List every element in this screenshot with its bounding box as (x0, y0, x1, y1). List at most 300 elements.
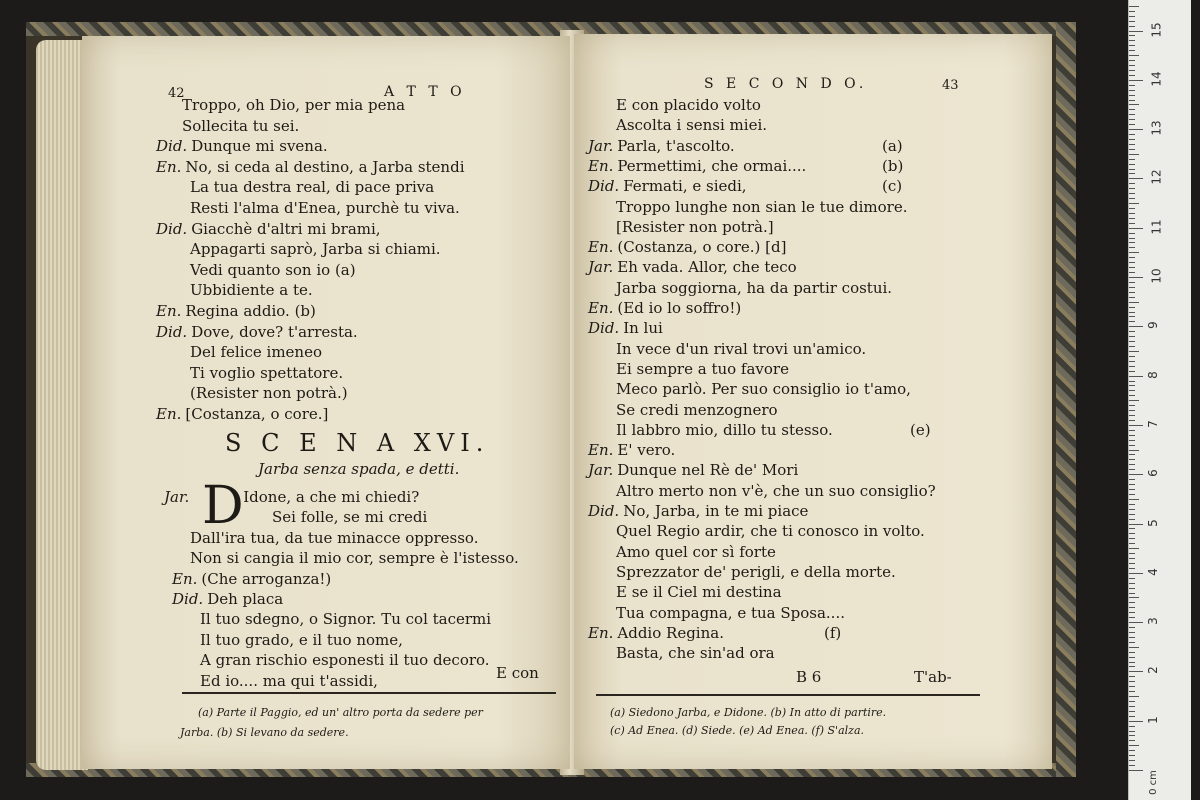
ruler-tick (1129, 213, 1135, 214)
ruler-tick (1129, 459, 1135, 460)
ruler-tick (1129, 193, 1135, 194)
verse-text: Regina addio. (b) (185, 302, 316, 320)
verse-line (616, 644, 775, 662)
verse-text: Il labbro mio, dillo tu stesso. (616, 420, 833, 439)
verse-line (190, 199, 460, 217)
ruler-tick (1129, 652, 1135, 653)
ruler-tick (1129, 35, 1135, 36)
verse-line (200, 651, 490, 669)
ruler-tick (1129, 218, 1135, 219)
catchword: T'ab- (914, 668, 952, 686)
ruler-tick (1129, 514, 1135, 515)
speaker-label: En. (156, 157, 182, 176)
ruler-tick (1129, 262, 1135, 263)
ruler-tick (1129, 735, 1135, 736)
ruler-tick (1129, 31, 1143, 32)
ruler-tick (1129, 548, 1139, 549)
verse-text: E se il Ciel mi destina (616, 583, 782, 602)
verse-line (616, 360, 789, 378)
scene-title: S C E N A XVI. (225, 429, 490, 457)
ruler-number: 6 (1145, 469, 1160, 478)
verse-line (588, 461, 798, 479)
ruler-tick (1129, 499, 1139, 500)
ruler-tick (1129, 144, 1135, 145)
ruler-tick (1129, 450, 1139, 451)
ruler-tick (1129, 740, 1135, 741)
ruler-tick (1129, 494, 1135, 495)
verse-line (190, 240, 441, 258)
footnote-marker: (f) (824, 623, 842, 642)
ruler-tick (1129, 770, 1143, 771)
ruler-tick (1129, 686, 1135, 687)
speaker-label: Did. (172, 590, 204, 608)
measuring-ruler (1128, 0, 1191, 800)
ruler-tick (1129, 543, 1135, 544)
ruler-tick (1129, 726, 1135, 727)
verse-line (588, 319, 663, 337)
verse-text: Fermati, e siedi, (623, 177, 747, 196)
ruler-tick (1129, 647, 1139, 648)
verse-text: Sollecita tu sei. (182, 116, 300, 135)
ruler-tick (1129, 415, 1135, 416)
ruler-number: 1 (1145, 715, 1160, 724)
ruler-tick (1129, 223, 1135, 224)
verse-line (156, 158, 465, 176)
verse-line (588, 299, 741, 317)
page-number: 43 (942, 78, 959, 93)
ruler-tick (1129, 666, 1135, 667)
verse-line (164, 488, 419, 506)
ruler-tick (1129, 681, 1135, 682)
verse-text: Giacchè d'altri mi brami, (191, 219, 381, 238)
verse-text: Dunque mi svena. (191, 137, 328, 156)
footnote-marker: (b) (882, 156, 904, 175)
ruler-tick (1129, 203, 1139, 204)
verse-text: Dall'ira tua, da tue minacce oppresso. (190, 528, 479, 547)
verse-text: No, si ceda al destino, a Jarba stendi (185, 157, 465, 176)
footnote-line: (a) Parte il Paggio, ed un' altro porta da sedere per (198, 706, 483, 719)
ruler-tick (1129, 50, 1135, 51)
ruler-tick (1129, 173, 1135, 174)
ruler-tick (1129, 124, 1135, 125)
ruler-tick (1129, 129, 1143, 130)
verse-line (616, 380, 911, 398)
ruler-tick (1129, 558, 1135, 559)
ruler-tick (1129, 721, 1143, 722)
ruler-tick (1129, 528, 1135, 529)
verse-text: Quel Regio ardir, che ti conosco in volto. (616, 522, 925, 541)
ruler-tick (1129, 381, 1135, 382)
speaker-label: Jar. (164, 488, 190, 506)
verse-text: Il tuo grado, e il tuo nome, (200, 630, 403, 649)
ruler-tick (1129, 242, 1135, 243)
verse-line (588, 177, 747, 195)
verse-text: [Costanza, o core.] (185, 405, 329, 423)
running-head: A T T O (384, 84, 466, 100)
verse-text: No, Jarba, in te mi piace (623, 502, 809, 520)
verse-line (616, 421, 833, 439)
verse-line (616, 218, 774, 236)
ruler-tick (1129, 504, 1135, 505)
ruler-tick (1129, 637, 1135, 638)
verse-line (190, 384, 348, 402)
ruler-tick (1129, 524, 1143, 525)
page-number: 42 (168, 86, 185, 101)
verse-text: (Costanza, o core.) [d] (617, 238, 787, 257)
ruler-tick (1129, 75, 1135, 76)
verse-text: Addio Regina. (617, 623, 724, 642)
ruler-tick (1129, 395, 1135, 396)
ruler-tick (1129, 538, 1135, 539)
ruler-tick (1129, 11, 1135, 12)
ruler-tick (1129, 617, 1135, 618)
ruler-tick (1129, 233, 1135, 234)
ruler-number: 7 (1145, 420, 1160, 428)
verse-line (588, 238, 786, 256)
cover-right-edge (1056, 22, 1076, 777)
speaker-label: En. (588, 441, 614, 460)
verse-line (616, 543, 776, 561)
footnote-marker: (c) (882, 177, 903, 196)
verse-text: Vedi quanto son io (a) (190, 260, 356, 279)
ruler-tick (1129, 706, 1135, 707)
ruler-tick (1129, 696, 1139, 697)
verse-line (172, 570, 331, 588)
speaker-label: Did. (588, 177, 620, 196)
ruler-tick (1129, 390, 1135, 391)
ruler-number: 9 (1145, 321, 1160, 330)
footnote-rule (182, 692, 556, 694)
verse-line (616, 482, 936, 500)
verse-line (190, 364, 343, 382)
ruler-tick (1129, 95, 1135, 96)
verse-text: E' vero. (617, 441, 676, 460)
verse-line (588, 624, 724, 642)
ruler-tick (1129, 60, 1135, 61)
ruler-tick (1129, 159, 1135, 160)
verse-line (616, 604, 845, 622)
ruler-tick (1129, 252, 1139, 253)
verse-text: Resti l'alma d'Enea, purchè tu viva. (190, 199, 460, 217)
verse-line (190, 261, 356, 279)
verse-line (616, 583, 782, 601)
ruler-tick (1129, 420, 1135, 421)
verse-text: (Che arroganza!) (201, 569, 332, 588)
ruler-number: 3 (1145, 617, 1160, 625)
ruler-tick (1129, 760, 1135, 761)
ruler-tick (1129, 80, 1143, 81)
ruler-tick (1129, 464, 1135, 465)
footnote-line: Jarba. (b) Si levano da sedere. (180, 726, 349, 739)
verse-line (616, 401, 778, 419)
ruler-tick (1129, 208, 1135, 209)
ruler-tick (1129, 385, 1135, 386)
ruler-tick (1129, 400, 1139, 401)
footnote-marker: (a) (882, 136, 903, 155)
ruler-tick (1129, 316, 1135, 317)
ruler-tick (1129, 104, 1139, 105)
ruler-tick (1129, 139, 1135, 140)
ruler-tick (1129, 553, 1135, 554)
ruler-tick (1129, 65, 1135, 66)
ruler-tick (1129, 430, 1135, 431)
verse-line (616, 522, 925, 540)
ruler-tick (1129, 602, 1135, 603)
verse-line (588, 137, 735, 155)
verse-text: Parla, t'ascolto. (617, 136, 735, 155)
ruler-tick (1129, 563, 1135, 564)
verse-text: (Resister non potrà.) (190, 384, 348, 403)
verse-text: Idone, a che mi chiedi? (243, 488, 420, 506)
speaker-label: En. (588, 238, 614, 257)
verse-text: (Ed io lo soffro!) (617, 299, 742, 317)
speaker-label: Jar. (588, 258, 614, 277)
footnote-rule (596, 694, 980, 696)
ruler-tick (1129, 691, 1135, 692)
speaker-label: Did. (588, 502, 620, 520)
ruler-tick (1129, 469, 1135, 470)
verse-line (200, 631, 403, 649)
verse-text: Jarba soggiorna, ha da partir costui. (616, 278, 893, 297)
ruler-tick (1129, 164, 1135, 165)
speaker-label: En. (588, 623, 614, 642)
drop-cap: D (202, 476, 244, 536)
ruler-tick (1129, 361, 1135, 362)
ruler-number: 10 (1149, 268, 1164, 284)
ruler-tick (1129, 435, 1135, 436)
ruler-tick (1129, 366, 1135, 367)
verse-text: Il tuo sdegno, o Signor. Tu col tacermi (200, 610, 492, 629)
ruler-tick (1129, 55, 1139, 56)
verse-line (190, 343, 322, 361)
verse-text: Dunque nel Rè de' Mori (617, 461, 799, 480)
verse-line (272, 508, 427, 526)
ruler-tick (1129, 297, 1135, 298)
verse-line (616, 340, 866, 358)
ruler-tick (1129, 750, 1135, 751)
ruler-tick (1129, 356, 1135, 357)
speaker-label: Did. (156, 137, 188, 156)
ruler-tick (1129, 597, 1139, 598)
verse-text: Meco parlò. Per suo consiglio io t'amo, (616, 380, 911, 399)
ruler-tick (1129, 519, 1135, 520)
ruler-tick (1129, 277, 1143, 278)
ruler-tick (1129, 188, 1135, 189)
ruler-tick (1129, 593, 1135, 594)
verse-text: Troppo, oh Dio, per mia pena (182, 96, 406, 114)
verse-text: A gran rischio esponesti il tuo decoro. (200, 651, 490, 670)
ruler-tick (1129, 282, 1135, 283)
ruler-tick (1129, 588, 1135, 589)
ruler-tick (1129, 612, 1135, 613)
verse-line (588, 441, 675, 459)
ruler-tick (1129, 731, 1135, 732)
verse-line (182, 96, 405, 114)
ruler-tick (1129, 272, 1135, 273)
ruler-tick (1129, 307, 1135, 308)
verse-line (616, 116, 767, 134)
right-page (574, 34, 1052, 769)
verse-line (200, 672, 378, 690)
verse-line (172, 590, 283, 608)
ruler-tick (1129, 45, 1135, 46)
ruler-tick (1129, 622, 1143, 623)
verse-text: Basta, che sin'ad ora (616, 644, 775, 663)
verse-text: Ascolta i sensi miei. (616, 116, 768, 135)
ruler-tick (1129, 154, 1139, 155)
ruler-tick (1129, 445, 1135, 446)
ruler-tick (1129, 755, 1135, 756)
page-edge-stack (36, 40, 88, 770)
signature-mark: B 6 (796, 668, 822, 686)
verse-text: Altro merto non v'è, che un suo consiglio? (616, 481, 936, 500)
verse-line (616, 198, 907, 216)
ruler-tick (1129, 642, 1135, 643)
speaker-label: En. (156, 302, 182, 320)
ruler-tick (1129, 336, 1135, 337)
ruler-tick (1129, 85, 1135, 86)
ruler-tick (1129, 257, 1135, 258)
ruler-tick (1129, 100, 1135, 101)
ruler-tick (1129, 40, 1135, 41)
verse-text: Eh vada. Allor, che teco (617, 258, 797, 277)
verse-line (156, 220, 381, 238)
verse-line (156, 323, 358, 341)
ruler-unit: 0 cm (1147, 770, 1159, 795)
ruler-tick (1129, 711, 1135, 712)
ruler-tick (1129, 178, 1143, 179)
ruler-tick (1129, 578, 1135, 579)
verse-text: Deh placa (207, 590, 284, 608)
verse-text: Dove, dove? t'arresta. (191, 322, 358, 341)
footnote-line: (a) Siedono Jarba, e Didone. (b) In atto di partire. (610, 706, 887, 719)
ruler-number: 8 (1145, 370, 1160, 379)
verse-line (190, 281, 313, 299)
ruler-tick (1129, 16, 1135, 17)
ruler-tick (1129, 326, 1143, 327)
speaker-label: Did. (156, 322, 188, 341)
speaker-label: Did. (156, 219, 188, 238)
verse-line (616, 279, 892, 297)
ruler-tick (1129, 662, 1135, 663)
verse-line (190, 549, 519, 567)
ruler-tick (1129, 627, 1135, 628)
ruler-tick (1129, 341, 1135, 342)
verse-text: Se credi menzognero (616, 400, 778, 419)
ruler-tick (1129, 114, 1135, 115)
ruler-tick (1129, 21, 1135, 22)
ruler-tick (1129, 6, 1139, 7)
verse-text: Sprezzator de' perigli, e della morte. (616, 562, 896, 581)
ruler-tick (1129, 745, 1139, 746)
ruler-tick (1129, 134, 1135, 135)
ruler-tick (1129, 479, 1135, 480)
speaker-label: Jar. (588, 136, 614, 155)
ruler-tick (1129, 376, 1143, 377)
ruler-tick (1129, 119, 1135, 120)
verse-line (200, 610, 491, 628)
ruler-number: 12 (1149, 169, 1164, 186)
ruler-tick (1129, 90, 1135, 91)
ruler-tick (1129, 607, 1135, 608)
ruler-tick (1129, 321, 1135, 322)
ruler-tick (1129, 331, 1135, 332)
verse-text: In vece d'un rival trovi un'amico. (616, 339, 867, 358)
verse-line (156, 137, 328, 155)
ruler-tick (1129, 405, 1135, 406)
verse-text: Ti voglio spettatore. (190, 363, 344, 382)
ruler-tick (1129, 583, 1135, 584)
ruler-tick (1129, 287, 1135, 288)
verse-line (190, 178, 434, 196)
verse-text: Amo quel cor sì forte (616, 542, 776, 561)
verse-text: Ed io.... ma qui t'assidi, (200, 671, 378, 690)
ruler-number: 14 (1149, 71, 1164, 87)
speaker-label: En. (588, 299, 614, 317)
verse-line (190, 529, 478, 547)
scene-subtitle: Jarba senza spada, e detti. (258, 460, 460, 478)
ruler-number: 4 (1145, 567, 1160, 576)
verse-text: In lui (623, 319, 663, 338)
ruler-tick (1129, 657, 1135, 658)
ruler-tick (1129, 671, 1143, 672)
ruler-tick (1129, 765, 1135, 766)
verse-text: Appagarti saprò, Jarba si chiami. (190, 240, 441, 259)
ruler-number: 11 (1149, 219, 1164, 235)
verse-text: Tua compagna, e tua Sposa.... (616, 603, 845, 622)
ruler-tick (1129, 509, 1135, 510)
verse-text: Troppo lunghe non sian le tue dimore. (616, 197, 908, 216)
ruler-tick (1129, 484, 1135, 485)
speaker-label: En. (156, 405, 182, 423)
verse-text: Non si cangia il mio cor, sempre è l'istesso. (190, 549, 519, 568)
verse-line (182, 117, 299, 135)
running-head: S E C O N D O. (704, 76, 868, 92)
ruler-tick (1129, 183, 1135, 184)
ruler-tick (1129, 302, 1139, 303)
ruler-tick (1129, 533, 1135, 534)
footnote-marker: (e) (910, 420, 931, 439)
verse-line (156, 302, 316, 320)
ruler-tick (1129, 440, 1135, 441)
catchword: E con (496, 664, 539, 682)
speaker-label: En. (588, 156, 614, 175)
verse-text: [Resister non potrà.] (616, 217, 774, 236)
footnote-line: (c) Ad Enea. (d) Siede. (e) Ad Enea. (f) S'alza. (610, 724, 865, 737)
verse-text: Permettimi, che ormai.... (617, 156, 807, 175)
speaker-label: Did. (588, 319, 620, 338)
ruler-tick (1129, 371, 1135, 372)
ruler-tick (1129, 312, 1135, 313)
ruler-tick (1129, 632, 1135, 633)
ruler-tick (1129, 410, 1135, 411)
ruler-tick (1129, 474, 1143, 475)
ruler-tick (1129, 716, 1135, 717)
ruler-tick (1129, 425, 1143, 426)
ruler-tick (1129, 292, 1135, 293)
ruler-tick (1129, 346, 1135, 347)
ruler-number: 5 (1145, 518, 1160, 527)
ruler-tick (1129, 247, 1135, 248)
verse-text: Del felice imeneo (190, 343, 323, 362)
verse-line (588, 157, 806, 175)
ruler-tick (1129, 228, 1143, 229)
verse-text: Sei folle, se mi credi (272, 508, 428, 527)
ruler-tick (1129, 489, 1135, 490)
speaker-label: En. (172, 569, 198, 588)
verse-text: Ei sempre a tuo favore (616, 359, 789, 378)
verse-text: Ubbidiente a te. (190, 281, 313, 300)
